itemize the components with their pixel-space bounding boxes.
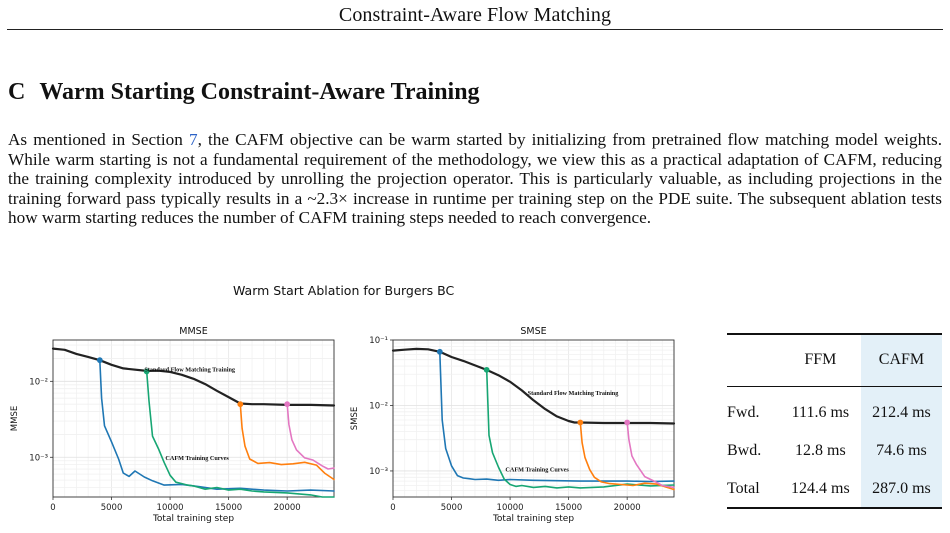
y-tick-label: 10⁻² bbox=[29, 377, 48, 388]
x-tick-label: 0 bbox=[390, 503, 396, 513]
branch-point-marker bbox=[238, 402, 243, 407]
table-row bbox=[727, 432, 942, 470]
cell-cafm: 74.6 ms bbox=[861, 432, 942, 470]
smse-chart bbox=[340, 310, 685, 533]
branch-point-marker bbox=[484, 367, 489, 372]
x-tick-label: 5000 bbox=[440, 503, 463, 513]
cell-cafm: 287.0 ms bbox=[861, 470, 942, 508]
chart-title: MMSE bbox=[179, 326, 208, 337]
header-rule bbox=[7, 29, 943, 30]
row-label: Bwd. bbox=[727, 442, 762, 459]
section-title: Warm Starting Constraint-Aware Training bbox=[39, 79, 480, 105]
row-label: Fwd. bbox=[727, 404, 760, 422]
y-axis-label: MMSE bbox=[10, 405, 20, 432]
x-tick-label: 0 bbox=[50, 503, 56, 513]
table-corner-cell bbox=[727, 334, 780, 386]
table-row bbox=[727, 470, 942, 508]
y-tick-label: 10⁻² bbox=[369, 401, 388, 412]
branch-point-marker bbox=[437, 349, 442, 354]
row-label: Total bbox=[727, 470, 780, 508]
branch-point-marker bbox=[625, 420, 630, 425]
x-tick-label: 15000 bbox=[555, 503, 583, 513]
cell-cafm: 212.4 ms bbox=[861, 386, 942, 432]
y-tick-label: 10⁻³ bbox=[369, 466, 388, 477]
branch-point-marker bbox=[285, 402, 290, 407]
column-header-ffm: FFM bbox=[780, 334, 861, 386]
table-row bbox=[727, 386, 942, 432]
paragraph-text-start: As mentioned in Section bbox=[8, 130, 189, 149]
x-axis-label: Total training step bbox=[492, 514, 575, 524]
paragraph-text-rest: , the CAFM objective can be warm started by initializing from pretrained flow matching model weights. While warm starting is not a fundamental requirement of the methodology, we view this as a practical adaptation of CAFM, reducing the training complexity introduced by unrolling the projection operator. This is particularly valuable, as including projections in the training forward pass typically results in a ~2.3× increase in runtime per training step on the PDE suite. The subsequent ablation tests how warm starting reduces the number of CAFM training steps needed to reach convergence. bbox=[8, 130, 942, 228]
x-tick-label: 10000 bbox=[156, 503, 184, 513]
column-header-cafm: CAFM bbox=[861, 334, 942, 386]
y-tick-label: 10⁻³ bbox=[29, 453, 48, 464]
figure-title: Warm Start Ablation for Burgers BC bbox=[233, 283, 455, 298]
branch-point-marker bbox=[97, 358, 102, 363]
y-axis-label: SMSE bbox=[350, 406, 360, 431]
section-number: C bbox=[8, 79, 26, 105]
cell-ffm: 111.6 ms bbox=[791, 404, 850, 422]
x-tick-label: 20000 bbox=[273, 503, 301, 513]
y-tick-label: 10⁻¹ bbox=[369, 336, 388, 346]
chart-annotation: CAFM Training Curves bbox=[505, 466, 569, 474]
section-reference-link[interactable]: 7 bbox=[188, 130, 198, 149]
x-tick-label: 5000 bbox=[100, 503, 123, 513]
chart-annotation: Standard Flow Matching Training bbox=[144, 366, 236, 374]
timing-table bbox=[727, 333, 942, 509]
chart-annotation: Standard Flow Matching Training bbox=[527, 389, 619, 397]
running-header: Constraint-Aware Flow Matching bbox=[338, 4, 612, 26]
section-heading bbox=[8, 79, 480, 106]
x-tick-label: 15000 bbox=[215, 503, 243, 513]
cell-ffm: 124.4 ms bbox=[780, 470, 861, 508]
body-paragraph bbox=[8, 130, 942, 228]
x-tick-label: 20000 bbox=[613, 503, 641, 513]
branch-point-marker bbox=[578, 420, 583, 425]
cell-ffm: 12.8 ms bbox=[795, 442, 846, 459]
chart-annotation: CAFM Training Curves bbox=[165, 455, 229, 463]
x-axis-label: Total training step bbox=[152, 514, 235, 524]
x-tick-label: 10000 bbox=[496, 503, 524, 513]
mmse-chart bbox=[0, 310, 345, 533]
chart-title: SMSE bbox=[520, 326, 547, 337]
gridlines bbox=[53, 340, 334, 497]
table-header-row bbox=[727, 334, 942, 386]
